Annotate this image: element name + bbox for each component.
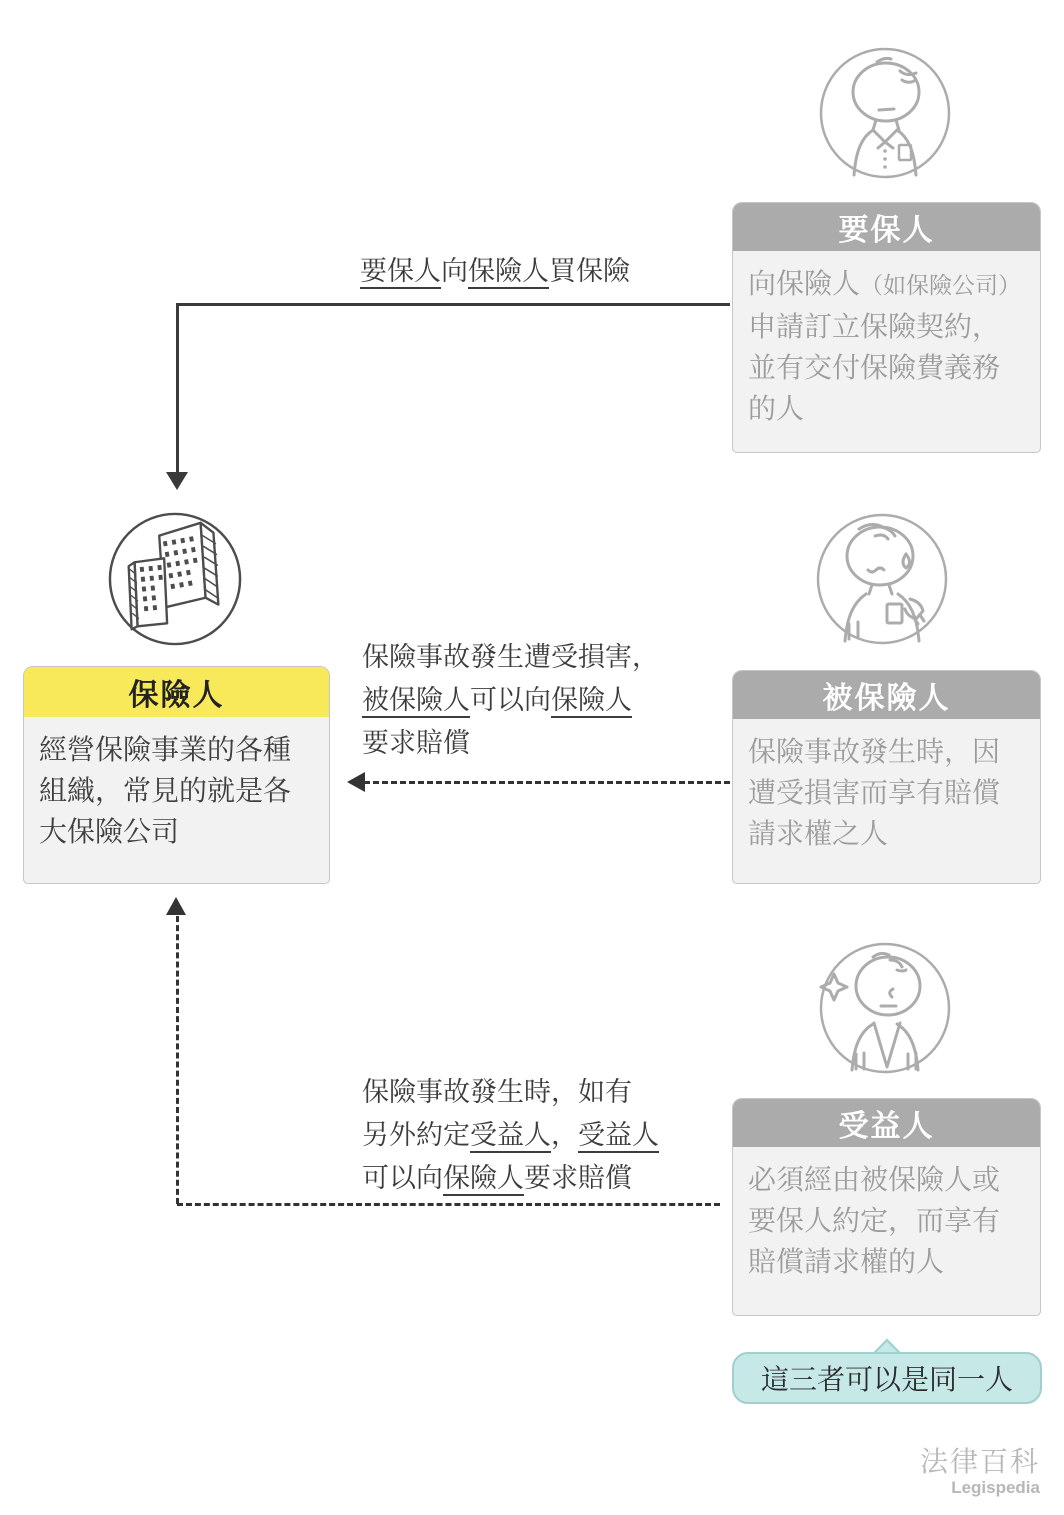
buy-flow-label: 要保人向保險人買保險 bbox=[360, 250, 630, 293]
insurer-card bbox=[23, 666, 330, 884]
insurer-card-body: 經營保險事業的各種組織，常見的就是各大保險公司 bbox=[39, 734, 292, 847]
applicant-card bbox=[732, 202, 1041, 453]
applicant-card-body: 向保險人（如保險公司）申請訂立保險契約，並有交付保險費義務的人 bbox=[748, 268, 1022, 424]
insured-claim-arrow-head-left-icon bbox=[347, 772, 365, 792]
buy-arrow-horizontal-line bbox=[177, 303, 730, 306]
insurer-card-title: 保險人 bbox=[24, 667, 329, 717]
beneficiary-card-title: 受益人 bbox=[733, 1099, 1040, 1147]
same-person-callout bbox=[732, 1352, 1042, 1404]
person-collared-shirt-icon bbox=[818, 46, 952, 180]
legispedia-logo bbox=[920, 1446, 1040, 1498]
insured-claim-flow-label: 保險事故發生遭受損害， 被保險人可以向保險人 要求賠償 bbox=[362, 642, 659, 758]
beneficiary-card bbox=[732, 1098, 1041, 1316]
logo-title: 法律百科 bbox=[919, 1446, 1040, 1477]
insured-avatar bbox=[815, 512, 949, 646]
beneficiary-claim-dashed-horizontal-line bbox=[177, 1203, 720, 1206]
beneficiary-avatar bbox=[818, 941, 952, 1075]
logo-subtitle: Legispedia bbox=[951, 1478, 1040, 1497]
beneficiary-claim-flow-label: 保險事故發生時，如有 另外約定受益人，受益人 可以向保險人要求賠償 bbox=[362, 1071, 659, 1200]
callout-text: 這三者可以是同一人 bbox=[732, 1352, 1042, 1404]
buy-arrow-head-down-icon bbox=[166, 472, 188, 490]
beneficiary-card-body: 必須經由被保險人或要保人約定，而享有賠償請求權的人 bbox=[748, 1164, 1001, 1277]
applicant-card-title: 要保人 bbox=[733, 203, 1040, 251]
insured-card-body: 保險事故發生時，因遭受損害而享有賠償請求權之人 bbox=[748, 736, 1001, 849]
insured-card-title: 被保險人 bbox=[733, 671, 1040, 719]
insured-claim-dashed-line bbox=[364, 781, 730, 784]
person-sparkle-icon bbox=[818, 941, 952, 1075]
applicant-avatar bbox=[818, 46, 952, 180]
injured-person-sweat-icon bbox=[815, 512, 949, 646]
buy-arrow-vertical-line bbox=[176, 303, 179, 475]
beneficiary-claim-arrow-head-up-icon bbox=[166, 897, 186, 915]
insured-card bbox=[732, 670, 1041, 884]
beneficiary-claim-dashed-vertical-line bbox=[176, 916, 179, 1204]
insurer-avatar bbox=[106, 510, 244, 648]
office-buildings-icon bbox=[106, 510, 244, 648]
